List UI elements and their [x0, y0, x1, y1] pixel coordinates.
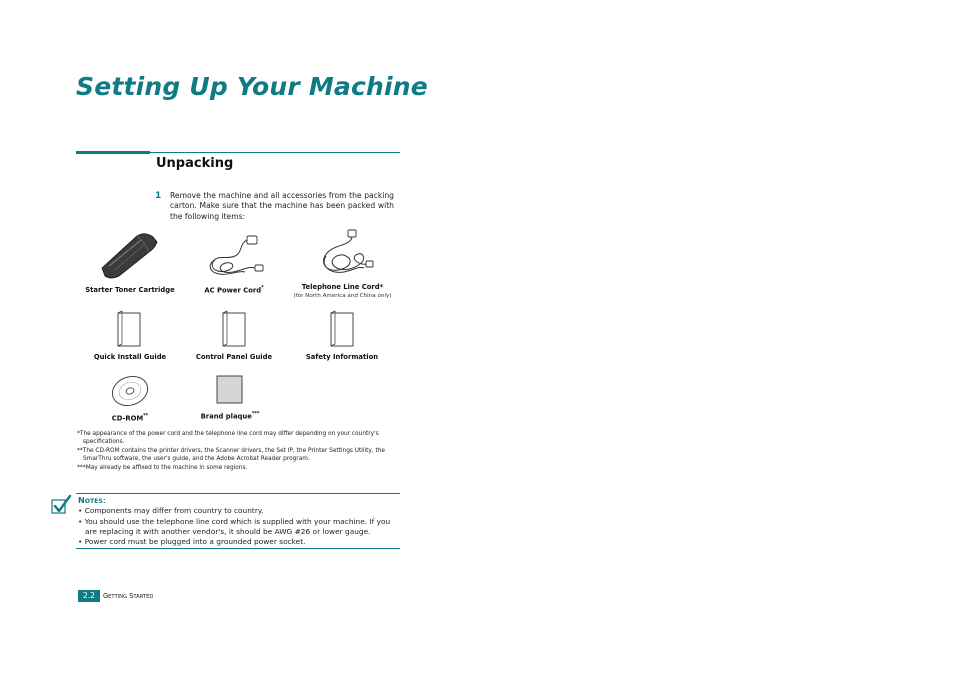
toner-cartridge-icon — [97, 228, 163, 282]
notes-bottom-rule — [76, 548, 400, 549]
note-item: • You should use the telephone line cord which is supplied with your machine. If you are replacing it with another vendor's, it should be AWG #26 or lower gauge. — [78, 517, 391, 536]
safety-label: Safety Information — [305, 353, 379, 361]
item-toner-cartridge — [80, 228, 180, 294]
power-cord-label: AC Power Cord* — [204, 286, 264, 295]
telephone-cord-label: Telephone Line Cord* — [301, 283, 384, 291]
footnote-2: **The CD-ROM contains the printer drivers, the Scanner drivers, the Set IP, the Printer Settings Utility, the SmarThru software, the user's guide, and the Adobe Acrobat Reader program. — [77, 448, 386, 462]
item-ac-power-cord — [184, 230, 284, 294]
page-title: Setting Up Your Machine — [76, 72, 428, 101]
item-cd-rom — [80, 372, 180, 422]
toner-label: Starter Toner Cartridge — [85, 286, 175, 294]
brand-plaque-icon — [215, 374, 245, 406]
booklet-icon — [115, 310, 145, 350]
item-brand-plaque — [180, 374, 280, 420]
telephone-cord-note: (for North America and China only) — [293, 293, 392, 299]
note-item: • Components may differ from country to country. — [78, 506, 264, 515]
control-guide-label: Control Panel Guide — [195, 353, 273, 361]
booklet-icon — [219, 310, 249, 350]
item-quick-install-guide — [80, 310, 180, 361]
booklet-icon — [327, 310, 357, 350]
brand-plaque-label: Brand plaque*** — [200, 412, 260, 421]
notes-top-rule — [76, 493, 400, 494]
step-text: Remove the machine and all accessories from the packing carton. Make sure that the machine has been packed with the following items: — [170, 191, 394, 221]
telephone-cord-icon — [306, 226, 380, 280]
power-cord-icon — [199, 230, 269, 282]
chapter-title: GETTING STARTED — [103, 592, 154, 600]
footnote-1: *The appearance of the power cord and the telephone line cord may differ depending on your country's specifications. — [77, 431, 379, 445]
page-number-badge: 2.2 — [78, 590, 100, 602]
item-safety-information — [292, 310, 392, 361]
cd-rom-label: CD-ROM** — [111, 414, 149, 423]
cd-rom-icon — [108, 372, 152, 410]
checkmark-notes-icon — [50, 494, 72, 520]
section-heading: Unpacking — [156, 156, 234, 171]
notes-title: NOTES: — [78, 496, 106, 505]
item-control-panel-guide — [184, 310, 284, 361]
section-rule-accent — [76, 151, 150, 154]
note-item: • Power cord must be plugged into a grounded power socket. — [78, 537, 306, 546]
item-telephone-line-cord — [280, 226, 405, 299]
footnote-3: ***May already be affixed to the machine in some regions. — [77, 465, 248, 471]
quick-guide-label: Quick Install Guide — [93, 353, 167, 361]
step-number: 1 — [155, 191, 162, 201]
